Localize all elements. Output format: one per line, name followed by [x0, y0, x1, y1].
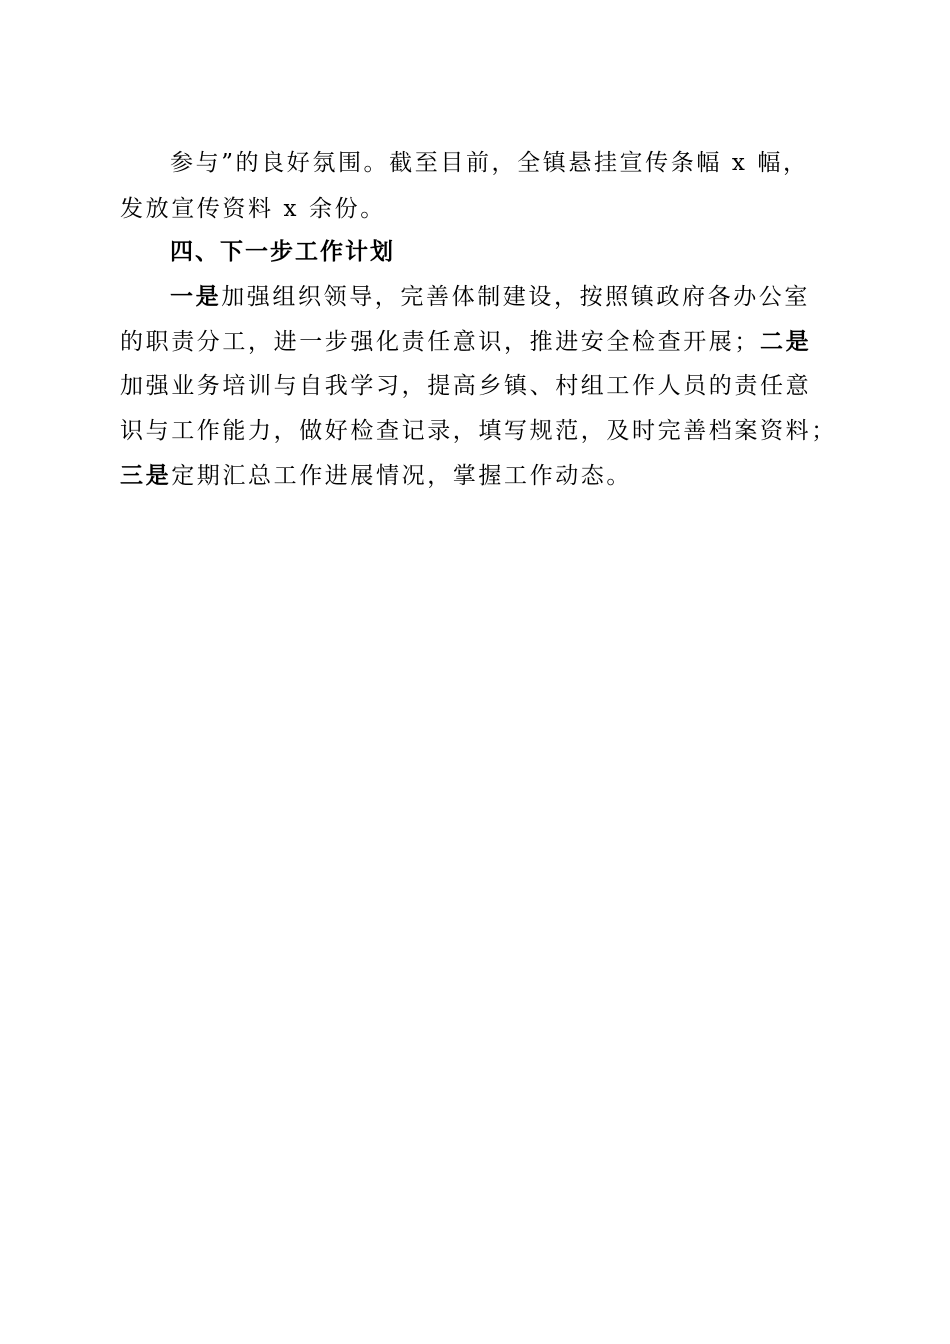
paragraph-line [120, 366, 820, 406]
paragraph-line [120, 189, 820, 229]
paragraph-text: 定期汇总工作进展情况，掌握工作动态。 [171, 463, 633, 489]
paragraph-line [120, 322, 820, 362]
paragraph-text: 识与工作能力，做好检查记录，填写规范，及时完善档案资料； [120, 418, 837, 444]
paragraph-text: 发放宣传资料 x 余份。 [120, 196, 386, 222]
paragraph-line [170, 143, 870, 183]
paragraph-line [120, 456, 820, 496]
paragraph-text: 加强组织领导，完善体制建设，按照镇政府各办公室 [221, 284, 811, 310]
paragraph-text: 的职责分工，进一步强化责任意识，推进安全检查开展； [120, 329, 760, 355]
item-lead-first: 一是 [170, 283, 222, 310]
section-heading: 四、下一步工作计划 [170, 238, 395, 265]
item-lead-second: 二是 [760, 328, 812, 355]
paragraph-text: 加强业务培训与自我学习，提高乡镇、村组工作人员的责任意 [120, 373, 812, 399]
paragraph-text: 参与”的良好氛围。截至目前，全镇悬挂宣传条幅 x 幅， [170, 150, 809, 176]
paragraph-line [170, 277, 870, 317]
item-lead-third: 三是 [120, 462, 172, 489]
paragraph-line [120, 411, 837, 451]
